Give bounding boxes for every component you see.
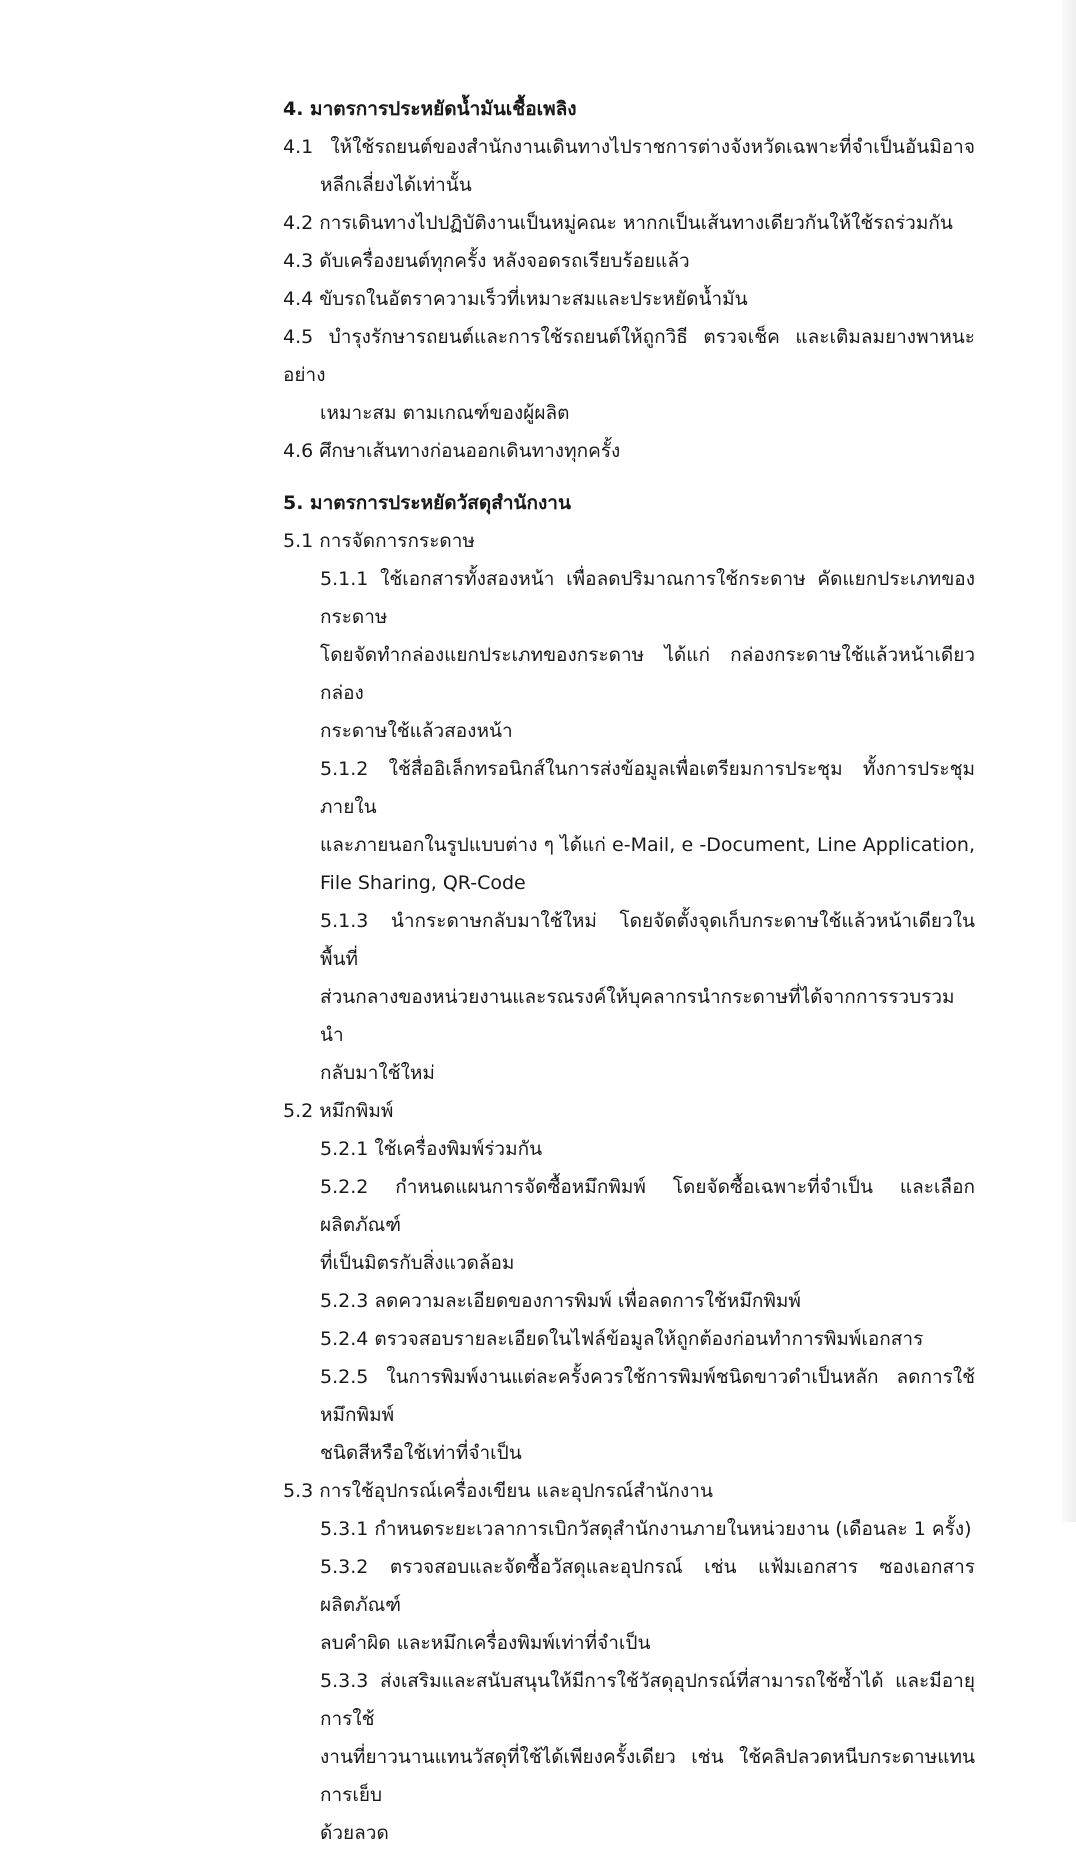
item-4-5-line-2: เหมาะสม ตามเกณฑ์ของผู้ผลิต	[320, 402, 570, 424]
page-edge-shadow	[1062, 0, 1076, 1522]
item-4-6: 4.6 ศึกษาเส้นทางก่อนออกเดินทางทุกครั้ง	[283, 440, 621, 462]
item-5-1-3-line-2: ส่วนกลางของหน่วยงานและรณรงค์ให้บุคลากรนำกระดาษที่ได้จากการรวบรวมนำ	[320, 986, 955, 1046]
subsection-5-2-list	[283, 1130, 975, 1472]
item-5-3-3-line-1: 5.3.3 ส่งเสริมและสนับสนุนให้มีการใช้วัสดุอุปกรณ์ที่สามารถใช้ซ้ำได้ และมีอายุการใช้	[320, 1670, 975, 1730]
section-5-heading: 5. มาตรการประหยัดวัสดุสำนักงาน	[283, 492, 571, 514]
item-5-1-2-line-3: File Sharing, QR-Code	[320, 872, 526, 894]
item-5-2-4: 5.2.4 ตรวจสอบรายละเอียดในไฟล์ข้อมูลให้ถูกต้องก่อนทำการพิมพ์เอกสาร	[320, 1328, 924, 1350]
item-4-5-line-1: 4.5 บำรุงรักษารถยนต์และการใช้รถยนต์ให้ถูกวิธี ตรวจเช็ค และเติมลมยางพาหนะอย่าง	[283, 326, 975, 386]
section-4-list	[283, 128, 975, 470]
item-5-3-3-line-3: ด้วยลวด	[320, 1822, 389, 1844]
item-5-2-3: 5.2.3 ลดความละเอียดของการพิมพ์ เพื่อลดการใช้หมึกพิมพ์	[320, 1290, 801, 1312]
document-body	[283, 90, 975, 1852]
item-5-3-1: 5.3.1 กำหนดระยะเวลาการเบิกวัสดุสำนักงานภายในหน่วยงาน (เดือนละ 1 ครั้ง)	[320, 1518, 972, 1540]
subsection-5-3-title: 5.3 การใช้อุปกรณ์เครื่องเขียน และอุปกรณ์สำนักงาน	[283, 1480, 713, 1502]
item-5-1-2-line-1: 5.1.2 ใช้สื่ออิเล็กทรอนิกส์ในการส่งข้อมูลเพื่อเตรียมการประชุม ทั้งการประชุมภายใน	[320, 758, 975, 818]
item-4-4: 4.4 ขับรถในอัตราความเร็วที่เหมาะสมและประหยัดน้ำมัน	[283, 288, 748, 310]
item-5-1-2-line-2: และภายนอกในรูปแบบต่าง ๆ ได้แก่ e-Mail, e -Document, Line Application,	[320, 834, 975, 856]
item-4-1-line-1: 4.1 ให้ใช้รถยนต์ของสำนักงานเดินทางไปราชการต่างจังหวัดเฉพาะที่จำเป็นอันมิอาจ	[283, 136, 975, 158]
item-5-2-5-line-1: 5.2.5 ในการพิมพ์งานแต่ละครั้งควรใช้การพิมพ์ชนิดขาวดำเป็นหลัก ลดการใช้หมึกพิมพ์	[320, 1366, 975, 1426]
item-5-3-2-line-1: 5.3.2 ตรวจสอบและจัดซื้อวัสดุและอุปกรณ์ เช่น แฟ้มเอกสาร ซองเอกสาร ผลิตภัณฑ์	[320, 1556, 975, 1616]
item-5-1-1-line-1: 5.1.1 ใช้เอกสารทั้งสองหน้า เพื่อลดปริมาณการใช้กระดาษ คัดแยกประเภทของกระดาษ	[320, 568, 975, 628]
section-spacer	[283, 470, 975, 484]
item-4-1-line-2: หลีกเลี่ยงได้เท่านั้น	[320, 174, 472, 196]
item-5-2-1: 5.2.1 ใช้เครื่องพิมพ์ร่วมกัน	[320, 1138, 543, 1160]
subsection-5-1-title: 5.1 การจัดการกระดาษ	[283, 530, 475, 552]
item-5-1-3-line-3: กลับมาใช้ใหม่	[320, 1062, 435, 1084]
item-5-2-2-line-2: ที่เป็นมิตรกับสิ่งแวดล้อม	[320, 1252, 515, 1274]
item-5-1-3-line-1: 5.1.3 นำกระดาษกลับมาใช้ใหม่ โดยจัดตั้งจุดเก็บกระดาษใช้แล้วหน้าเดียวในพื้นที่	[320, 910, 975, 970]
item-4-3: 4.3 ดับเครื่องยนต์ทุกครั้ง หลังจอดรถเรียบร้อยแล้ว	[283, 250, 690, 272]
subsection-5-2-title: 5.2 หมึกพิมพ์	[283, 1100, 394, 1122]
subsection-5-1-list	[283, 560, 975, 1092]
item-5-3-2-line-2: ลบคำผิด และหมึกเครื่องพิมพ์เท่าที่จำเป็น	[320, 1632, 651, 1654]
item-5-2-5-line-2: ชนิดสีหรือใช้เท่าที่จำเป็น	[320, 1442, 522, 1464]
item-5-3-3-line-2: งานที่ยาวนานแทนวัสดุที่ใช้ได้เพียงครั้งเดียว เช่น ใช้คลิปลวดหนีบกระดาษแทนการเย็บ	[320, 1746, 975, 1806]
section-4-heading: 4. มาตรการประหยัดน้ำมันเชื้อเพลิง	[283, 98, 577, 120]
subsection-5-3-list	[283, 1510, 975, 1852]
item-4-2: 4.2 การเดินทางไปปฏิบัติงานเป็นหมู่คณะ หากกเป็นเส้นทางเดียวกันให้ใช้รถร่วมกัน	[283, 212, 953, 234]
item-5-1-1-line-2: โดยจัดทำกล่องแยกประเภทของกระดาษ ได้แก่ กล่องกระดาษใช้แล้วหน้าเดียว กล่อง	[320, 644, 975, 704]
item-5-1-1-line-3: กระดาษใช้แล้วสองหน้า	[320, 720, 513, 742]
item-5-2-2-line-1: 5.2.2 กำหนดแผนการจัดซื้อหมึกพิมพ์ โดยจัดซื้อเฉพาะที่จำเป็น และเลือกผลิตภัณฑ์	[320, 1176, 975, 1236]
